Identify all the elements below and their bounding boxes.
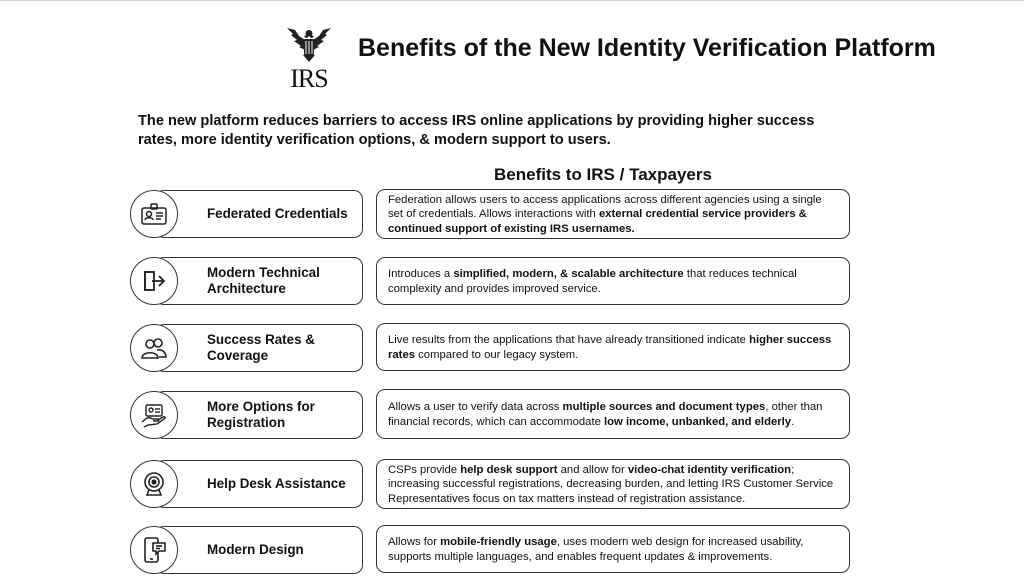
sign-in-icon bbox=[139, 266, 169, 296]
benefit-label-text: Modern Design bbox=[207, 542, 304, 557]
benefit-icon-wrapper bbox=[130, 526, 178, 574]
benefit-description bbox=[376, 189, 850, 239]
benefit-label-modern-technical-architecture bbox=[155, 257, 363, 305]
page-title: Benefits of the New Identity Verification Platform bbox=[358, 34, 936, 62]
benefit-description bbox=[376, 323, 850, 371]
benefit-icon-wrapper bbox=[130, 190, 178, 238]
benefit-label-text: Success Rates & Coverage bbox=[207, 332, 315, 363]
section-heading: Benefits to IRS / Taxpayers bbox=[494, 165, 712, 184]
id-in-hand-icon bbox=[139, 400, 169, 430]
users-icon bbox=[139, 333, 169, 363]
benefit-description bbox=[376, 257, 850, 305]
eagle-icon bbox=[283, 24, 335, 64]
logo-text: IRS bbox=[290, 64, 328, 93]
intro-text: The new platform reduces barriers to access IRS online applications by providing higher success rates, more identity verification options, & modern support to users. bbox=[138, 113, 815, 148]
benefit-icon-wrapper bbox=[130, 391, 178, 439]
benefit-description bbox=[376, 525, 850, 573]
benefit-label-text: Modern Technical Architecture bbox=[207, 265, 320, 296]
mobile-chat-icon bbox=[139, 535, 169, 565]
benefit-description bbox=[376, 389, 850, 439]
benefit-label-federated-credentials bbox=[155, 190, 363, 238]
benefit-label-text: More Options for Registration bbox=[207, 399, 315, 430]
benefit-label-text: Help Desk Assistance bbox=[207, 476, 346, 491]
benefit-label-success-rates-coverage bbox=[155, 324, 363, 372]
benefit-label-modern-design bbox=[155, 526, 363, 574]
webcam-icon bbox=[139, 469, 169, 499]
benefit-description-text: Introduces a simplified, modern, & scalable architecture that reduces technical complexity and provides improved service. bbox=[388, 267, 797, 295]
benefit-description-text: Allows for mobile-friendly usage, uses modern web design for increased usability, supports multiple languages, and enables frequent updates & improvements. bbox=[388, 535, 804, 563]
benefit-label-more-options-registration bbox=[155, 391, 363, 439]
benefit-description-text: Live results from the applications that have already transitioned indicate higher success rates compared to our legacy system. bbox=[388, 333, 832, 361]
benefit-icon-wrapper bbox=[130, 460, 178, 508]
benefit-label-help-desk-assistance bbox=[155, 460, 363, 508]
benefit-icon-wrapper bbox=[130, 257, 178, 305]
id-card-icon bbox=[139, 199, 169, 229]
irs-logo bbox=[283, 24, 335, 92]
top-border bbox=[0, 0, 1024, 1]
benefit-description-text: CSPs provide help desk support and allow for video-chat identity verification; increasing successful registrations, decreasing burden, and letting IRS Customer Service Representatives focus on tax matters instead of registration assistance. bbox=[388, 463, 834, 505]
benefit-description bbox=[376, 459, 850, 509]
benefit-description-text: Federation allows users to access applications across different agencies using a single set of credentials. Allows interactions with external credential service providers & continued support of existing IRS usernames. bbox=[388, 193, 822, 235]
benefit-description-text: Allows a user to verify data across multiple sources and document types, other than financial records, which can accommodate low income, unbanked, and elderly. bbox=[388, 400, 823, 428]
benefit-label-text: Federated Credentials bbox=[207, 206, 348, 221]
benefit-icon-wrapper bbox=[130, 324, 178, 372]
